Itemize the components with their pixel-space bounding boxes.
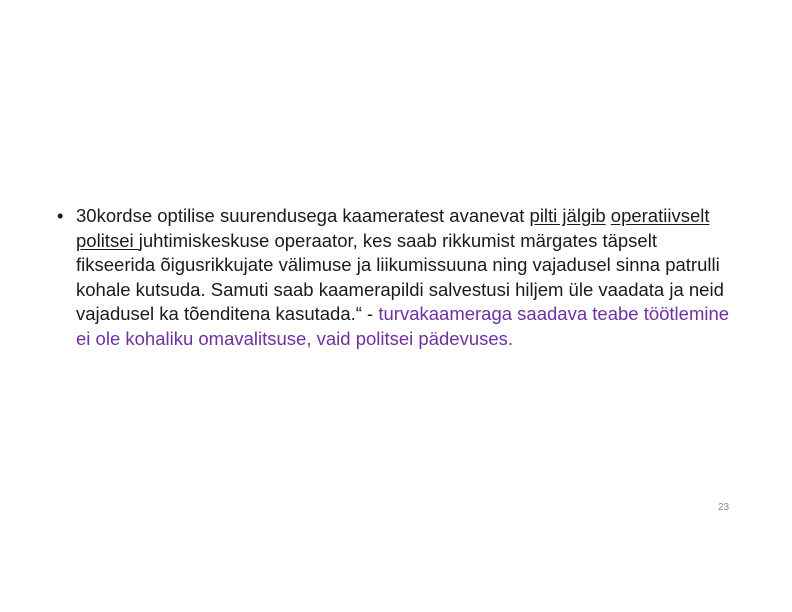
underlined-segment: operatiivselt politsei [76,205,710,251]
page-number: 23 [718,502,730,513]
underlined-segment: pilti jälgib [529,205,606,226]
bullet-list [57,204,737,352]
text-segment: juhtimiskeskuse operaator, kes saab rikkumist märgates täpselt fikseerida õigusrikkujate välimuse ja liikumissuuna ning vajadusel sinna patrulli kohale kutsuda. Samuti saab kaamerapildi salvestusi hiljem üle vaadata ja neid vajadusel ka tõenditena kasutada.“ - [76,229,724,325]
bullet-text [76,205,729,349]
highlighted-segment: turvakaameraga saadava teabe töötlemine ei ole kohaliku omavalitsuse, vaid politsei pädevuses. [76,303,730,349]
bullet-dot-icon: • [57,205,64,226]
text-segment: 30kordse optilise suurendusega kaameratest avanevat [76,205,530,226]
bullet-item [57,204,737,352]
